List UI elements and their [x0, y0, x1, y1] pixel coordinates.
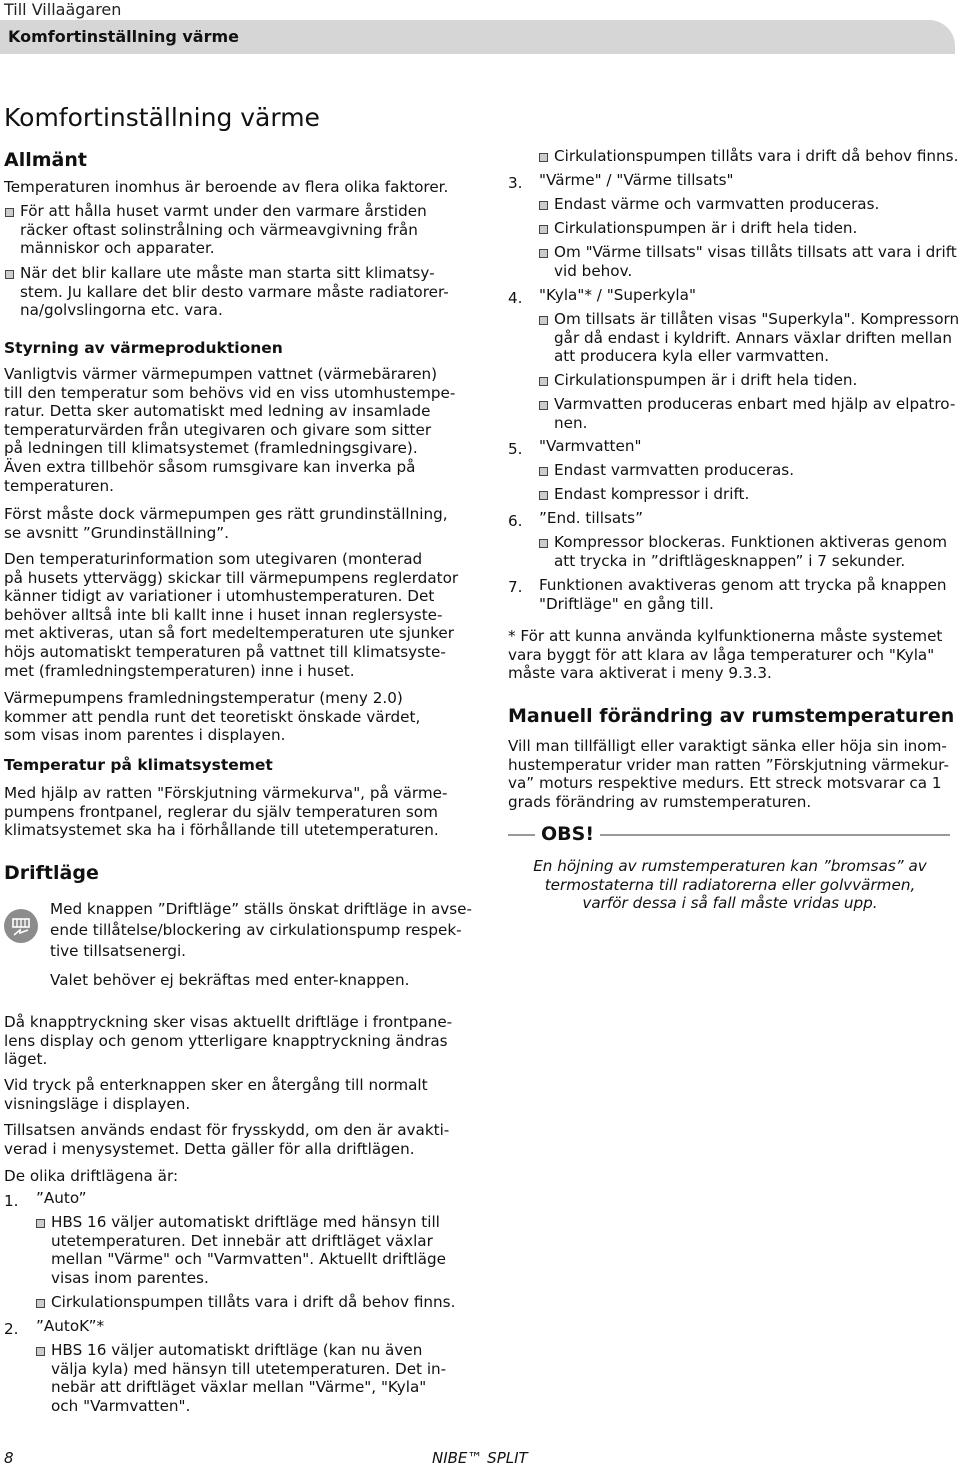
- obs-text: En höjning av rumstemperaturen kan ”bromsas” av termostaterna till radiatorerna eller golvvärmen, varför dessa i så fall måste vridas upp.: [533, 857, 927, 913]
- mode-number: 3.: [508, 174, 523, 192]
- styrning-paragraph-2: Först måste dock värmepumpen ges rätt grundinställning, se avsnitt ”Grundinställning”.: [4, 505, 448, 542]
- square-bullet-icon: [539, 377, 548, 386]
- driftlage-note: Valet behöver ej bekräftas med enter-knappen.: [50, 971, 410, 989]
- mode-bullet: Cirkulationspumpen tillåts vara i drift då behov finns.: [51, 1293, 456, 1311]
- square-bullet-icon: [539, 316, 548, 325]
- mode-bullet: Endast varmvatten produceras.: [554, 461, 795, 479]
- mode-number: 7.: [508, 578, 523, 596]
- page-title: Komfortinställning värme: [4, 103, 320, 132]
- mode-name: "Varmvatten": [539, 437, 642, 455]
- mode-bullet: HBS 16 väljer automatiskt driftläge med hänsyn till utetemperaturen. Det innebär att driftläget växlar mellan "Värme" och "Varmvatten". Aktuellt driftläge visas inom parentes.: [51, 1213, 446, 1287]
- klimat-paragraph: Med hjälp av ratten "Förskjutning värmekurva", på värme- pumpens frontpanel, reglerar du själv temperaturen som klimatsystemet ska ha i förhållande till utetemperaturen.: [4, 784, 448, 840]
- section-heading-allmant: Allmänt: [4, 149, 87, 171]
- mode-bullet: Endast kompressor i drift.: [554, 485, 750, 503]
- mode-number: 6.: [508, 512, 523, 530]
- square-bullet-icon: [539, 225, 548, 234]
- mode-name: ”End. tillsats”: [539, 509, 643, 527]
- driftlage-icon-text: Med knappen ”Driftläge” ställs önskat driftläge in avse- ende tillåtelse/blockering av cirkulationspump respek- tive tillsatsenergi.: [50, 900, 472, 960]
- mode-bullet: Om tillsats är tillåten visas "Superkyla". Kompressorn går då endast i kyldrift. Annars växlar driften mellan att producera kyla eller varmvatten.: [554, 310, 960, 366]
- mode-bullet: Kompressor blockeras. Funktionen aktiveras genom att trycka in ”driftlägesknappen” i 7 sekunder.: [554, 533, 948, 570]
- mode-bullet: Cirkulationspumpen är i drift hela tiden.: [554, 371, 858, 389]
- footer-brand: NIBE™ SPLIT: [432, 1449, 528, 1467]
- header-title: Komfortinställning värme: [8, 27, 240, 46]
- mode-name: ”AutoK”*: [36, 1317, 105, 1335]
- driftlage-paragraph-4: De olika driftlägena är:: [4, 1167, 179, 1185]
- allmant-bullet-1: För att hålla huset varmt under den varmare årstiden räcker oftast solinstrålning och värmeavgivning från människor och apparater.: [20, 202, 427, 258]
- driftlage-paragraph-2: Vid tryck på enterknappen sker en återgång till normalt visningsläge i displayen.: [4, 1076, 428, 1113]
- page-number: 8: [4, 1449, 14, 1467]
- mode-name: ”Auto”: [36, 1189, 87, 1207]
- styrning-paragraph-3: Den temperaturinformation som utegivaren (monterad på husets yttervägg) skickar till värmepumpens reglerdator känner tidigt av variationer i utomhustemperaturen. Det behöver alltså inte bli kallt inne i huset innan reglersyste- met aktiveras, utan så fort medeltemperaturen ute sjunker höjs automatiskt temperaturen på vattnet till klimatsyste- met (framledningstemperaturen) inne i huset.: [4, 550, 459, 680]
- section-heading-klimat: Temperatur på klimatsystemet: [4, 756, 273, 774]
- square-bullet-icon: [539, 249, 548, 258]
- square-bullet-icon: [5, 208, 14, 217]
- section-heading-manuell: Manuell förändring av rumstemperaturen: [508, 705, 955, 727]
- section-heading-driftlage: Driftläge: [4, 862, 99, 884]
- square-bullet-icon: [5, 270, 14, 279]
- radiator-tap-icon: [4, 909, 38, 943]
- mode-bullet: HBS 16 väljer automatiskt driftläge (kan nu även välja kyla) med hänsyn till utetemperaturen. Det in- nebär att driftläget växlar mellan "Värme", "Kyla" och "Varmvatten".: [51, 1341, 447, 1415]
- square-bullet-icon: [539, 201, 548, 210]
- allmant-bullet-2: När det blir kallare ute måste man starta sitt klimatsy- stem. Ju kallare det blir desto varmare måste radiatorer- na/golvslingorna etc. vara.: [20, 264, 449, 320]
- obs-title: OBS!: [535, 823, 600, 845]
- square-bullet-icon: [539, 491, 548, 500]
- square-bullet-icon: [539, 539, 548, 548]
- manuell-paragraph: Vill man tillfälligt eller varaktigt sänka eller höja sin inom- hustemperatur vrider man ratten ”Förskjutning värmekur- va” moturs respektive medurs. Ett streck motsvarar ca 1 grads förändring av rumstemperaturen.: [508, 737, 949, 811]
- section-heading-styrning: Styrning av värmeproduktionen: [4, 339, 283, 357]
- mode-bullet: Cirkulationspumpen är i drift hela tiden.: [554, 219, 858, 237]
- styrning-paragraph-4: Värmepumpens framledningstemperatur (meny 2.0) kommer att pendla runt det teoretiskt önskade värdet, som visas inom parentes i displayen.: [4, 689, 421, 745]
- mode-name: "Kyla"* / "Superkyla": [539, 286, 696, 304]
- mode-bullet: Om "Värme tillsats" visas tillåts tillsats att vara i drift vid behov.: [554, 243, 957, 280]
- breadcrumb: Till Villaägaren: [4, 0, 122, 19]
- square-bullet-icon: [539, 401, 548, 410]
- mode-name: "Värme" / "Värme tillsats": [539, 171, 734, 189]
- square-bullet-icon: [539, 153, 548, 162]
- mode-text: Funktionen avaktiveras genom att trycka på knappen "Driftläge" en gång till.: [539, 576, 947, 613]
- mode-bullet: Cirkulationspumpen tillåts vara i drift då behov finns.: [554, 147, 959, 165]
- driftlage-paragraph-3: Tillsatsen används endast för frysskydd, om den är avakti- verad i menysystemet. Detta gäller för alla driftlägen.: [4, 1121, 450, 1158]
- styrning-paragraph-1: Vanligtvis värmer värmepumpen vattnet (värmebäraren) till den temperatur som behövs vid en viss utomhustempe- ratur. Detta sker automatiskt med ledning av insamlade temperaturvärden från utegivaren och givare som sitter på ledningen till klimatsystemet (framledningsgivare). Även extra tillbehör såsom rumsgivare kan inverka på temperaturen.: [4, 365, 456, 495]
- footnote: * För att kunna använda kylfunktionerna måste systemet vara byggt för att klara av låga temperaturer och "Kyla" måste vara aktiverat i meny 9.3.3.: [508, 627, 943, 683]
- square-bullet-icon: [36, 1347, 45, 1356]
- mode-number: 5.: [508, 440, 523, 458]
- mode-bullet: Endast värme och varmvatten produceras.: [554, 195, 880, 213]
- mode-number: 4.: [508, 289, 523, 307]
- driftlage-paragraph-1: Då knapptryckning sker visas aktuellt driftläge i frontpane- lens display och genom ytterligare knapptryckning ändras läget.: [4, 1013, 453, 1069]
- square-bullet-icon: [539, 467, 548, 476]
- mode-bullet: Varmvatten produceras enbart med hjälp av elpatro- nen.: [554, 395, 956, 432]
- allmant-intro: Temperaturen inomhus är beroende av flera olika faktorer.: [4, 178, 449, 196]
- mode-number: 1.: [4, 1192, 19, 1210]
- square-bullet-icon: [36, 1219, 45, 1228]
- mode-number: 2.: [4, 1320, 19, 1338]
- square-bullet-icon: [36, 1299, 45, 1308]
